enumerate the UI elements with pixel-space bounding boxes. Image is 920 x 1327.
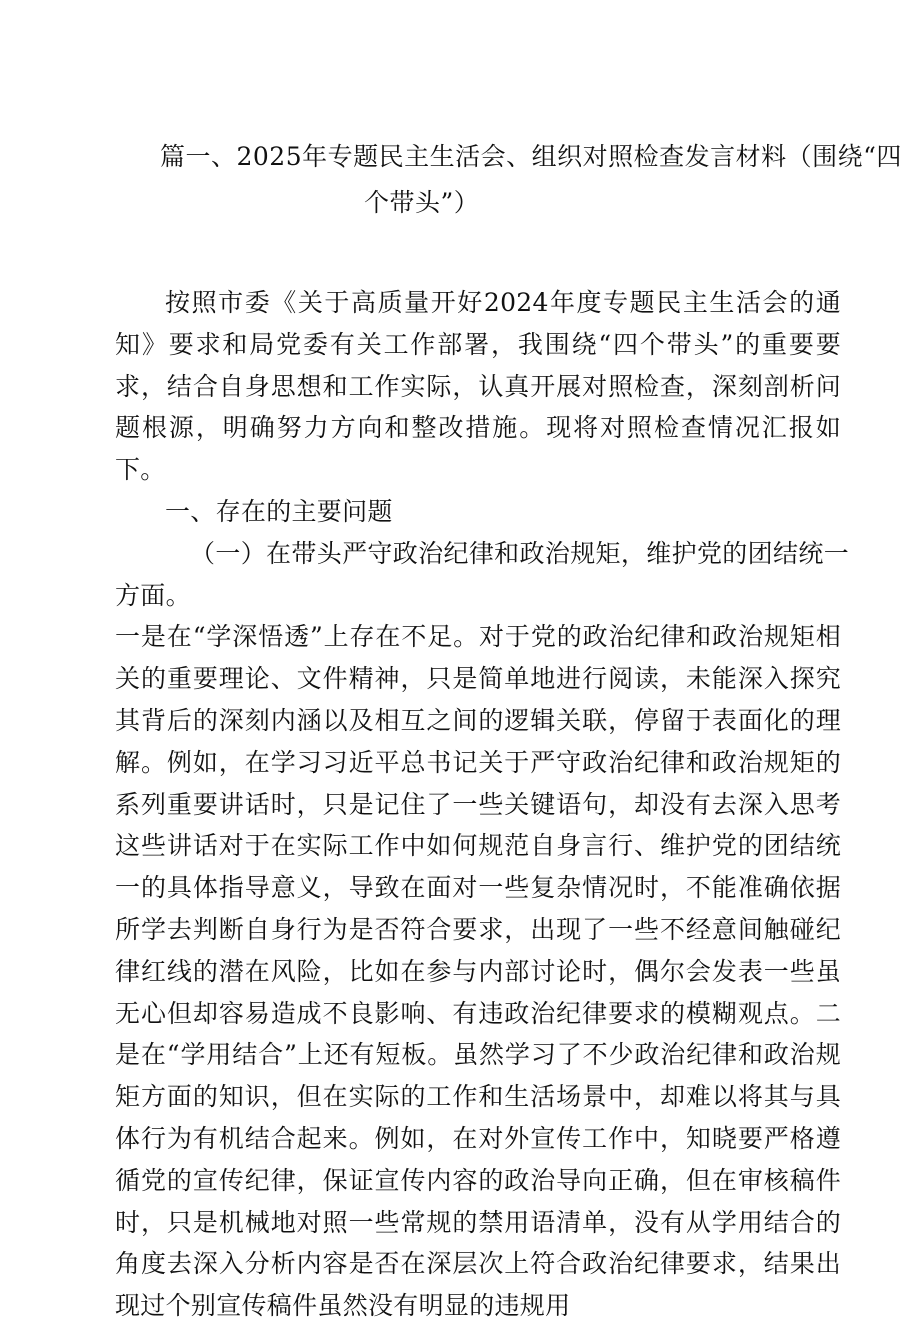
- title-line-1: 篇一、2025年专题民主生活会、组织对照检查发言材料（围绕“四: [160, 142, 902, 171]
- body-paragraph-1: 一是在“学深悟透”上存在不足。对于党的政治纪律和政治规矩相关的重要理论、文件精神，只是简单地进行阅读，未能深入探究其背后的深刻内涵以及相互之间的逻辑关联，停留于表面化的理解。例如，在学习习近平总书记关于严守政治纪律和政治规矩的系列重要讲话时，只是记住了一些关键语句，却没有去深入思考这些讲话对于在实际工作中如何规范自身言行、维护党的团结统一的具体指导意义，导致在面对一些复杂情况时，不能准确依据所学去判断自身行为是否符合要求，出现了一些不经意间触碰纪律红线的潜在风险，比如在参与内部讨论时，偶尔会发表一些虽无心但却容易造成不良影响、有违政治纪律要求的模糊观点。二是在“学用结合”上还有短板。虽然学习了不少政治纪律和政治规矩方面的知识，但在实际的工作和生活场景中，却难以将其与具体行为有机结合起来。例如，在对外宣传工作中，知晓要严格遵循党的宣传纪律，保证宣传内容的政治导向正确，但在审核稿件时，只是机械地对照一些常规的禁用语清单，没有从学用结合的角度去深入分析内容是否在深层次上符合政治纪律要求，结果出现过个别宣传稿件虽然没有明显的违规用: [115, 622, 841, 1321]
- document-title: [0, 134, 920, 226]
- subsection-heading-1: （一）在带头严守政治纪律和政治规矩，维护党的团结统一方面。: [115, 538, 849, 610]
- document-body: [115, 282, 849, 1327]
- section-heading-1: 一、存在的主要问题: [165, 496, 393, 526]
- intro-paragraph: 按照市委《关于高质量开好2024年度专题民主生活会的通知》要求和局党委有关工作部署，我围绕“四个带头”的重要要求，结合自身思想和工作实际，认真开展对照检查，深刻剖析问题根源，明确努力方向和整改措施。现将对照检查情况汇报如下。: [115, 288, 841, 485]
- title-line-2: 个带头”）: [364, 188, 480, 217]
